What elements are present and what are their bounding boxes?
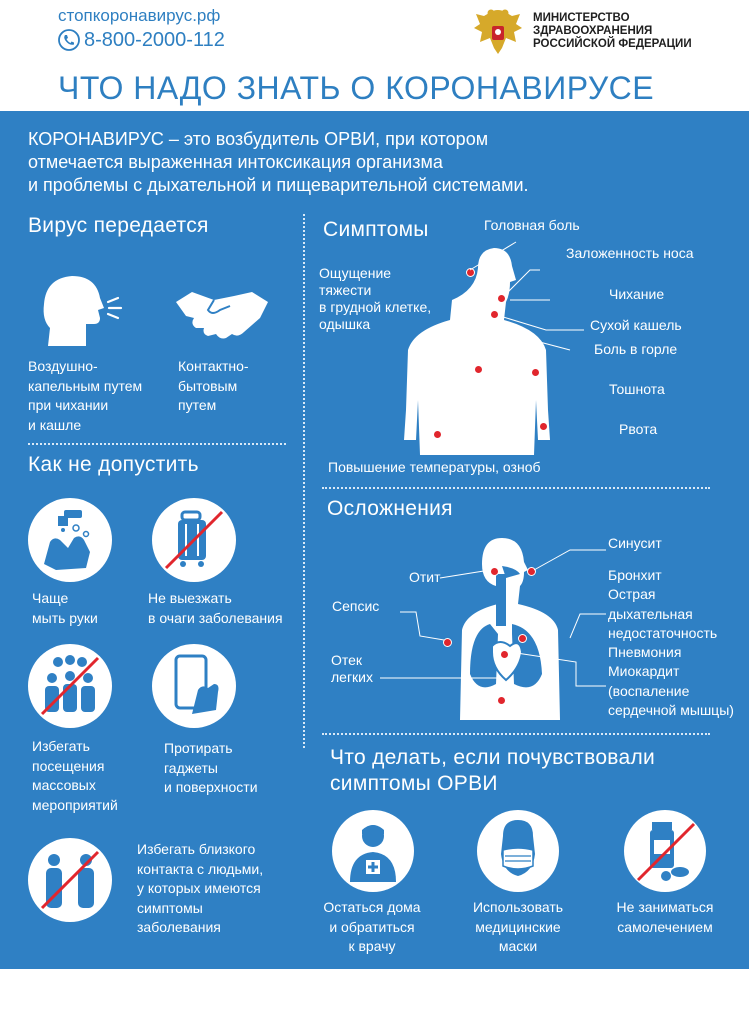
heading-line: симптомы ОРВИ [330, 772, 498, 795]
prevention-heading: Как не допустить [28, 453, 199, 476]
no-travel-text [148, 589, 283, 628]
mask-circle [477, 810, 559, 892]
text-line: (воспаление [608, 682, 690, 699]
text-line: Не выезжать [148, 590, 232, 606]
wipe-gadgets-text [164, 739, 258, 798]
avoid-contact-text [137, 840, 263, 938]
text-line: Воздушно- [28, 358, 98, 374]
doctor-text [320, 898, 424, 957]
symptom-fever: Повышение температуры, озноб [328, 459, 541, 475]
wash-hands-circle [28, 498, 112, 582]
ministry-line: МИНИСТЕРСТВО [533, 12, 630, 24]
text-line: дыхательная [608, 605, 693, 622]
text-line: массовых [32, 777, 96, 793]
text-line: маски [498, 938, 538, 954]
text-line: в очаги заболевания [148, 609, 283, 626]
crossed-pills-icon [624, 810, 706, 892]
faucet-hands-icon [28, 498, 112, 582]
no-travel-circle [152, 498, 236, 582]
text-line: симптомы [137, 899, 203, 916]
complication-pneumonia: Пневмония [608, 644, 682, 660]
hotline-phone[interactable]: 8-800-2000-112 [84, 29, 225, 51]
text-line: Избегать [32, 738, 90, 754]
text-line: недостаточность [608, 625, 718, 641]
contact-transmission-text [178, 357, 249, 416]
symptom-throat: Боль в горле [594, 341, 678, 357]
crossed-luggage-icon [152, 498, 236, 582]
coat-of-arms-icon [472, 4, 524, 62]
complication-myocarditis [608, 662, 734, 721]
face-mask-icon [477, 810, 559, 892]
ministry-name [533, 12, 692, 51]
text-line: Не заниматься [616, 899, 714, 915]
text-line: посещения [32, 757, 105, 774]
intro-line: КОРОНАВИРУС – это возбудитель ОРВИ, при котором [28, 129, 489, 149]
complication-leader-lines [380, 540, 610, 700]
no-self-treatment-circle [624, 810, 706, 892]
text-line: бытовым [178, 377, 238, 394]
text-line: заболевания [137, 919, 221, 935]
wipe-gadgets-circle [152, 644, 236, 728]
complications-heading: Осложнения [327, 497, 453, 520]
phone-wipe-icon [152, 644, 236, 728]
complication-otitis: Отит [409, 569, 441, 585]
text-line: Отек [331, 652, 363, 668]
symptom-chest [319, 265, 431, 333]
symptoms-heading: Симптомы [323, 218, 429, 241]
no-self-treatment-text [608, 898, 722, 937]
text-line: мероприятий [32, 796, 118, 813]
avoid-contact-circle [28, 838, 112, 922]
symptom-sneeze: Чихание [609, 286, 665, 302]
text-line: Использовать [472, 899, 564, 915]
complication-sepsis: Сепсис [332, 598, 380, 614]
column-divider [303, 214, 305, 748]
no-crowds-circle [28, 644, 112, 728]
intro-line: и проблемы с дыхательной и пищеварительной системами. [28, 175, 529, 195]
complication-respiratory [608, 585, 717, 644]
section-divider [28, 443, 286, 445]
doctor-circle [332, 810, 414, 892]
text-line: у которых имеются [137, 880, 261, 896]
ministry-line: РОССИЙСКОЙ ФЕДЕРАЦИИ [533, 38, 692, 50]
intro-text [28, 128, 728, 197]
text-line: Контактно- [178, 358, 249, 374]
complication-sinusitis: Синусит [608, 535, 662, 551]
actions-heading [330, 745, 655, 797]
airborne-text [28, 357, 142, 435]
sneezing-head-icon [38, 268, 128, 348]
text-line: в грудной клетке, [319, 299, 432, 315]
complication-edema [331, 652, 373, 686]
mask-text [460, 898, 576, 957]
ministry-line: ЗДРАВООХРАНЕНИЯ [533, 25, 653, 37]
symptom-vomit: Рвота [619, 421, 658, 437]
doctor-icon [332, 810, 414, 892]
text-line: контакта с людьми, [137, 860, 264, 877]
text-line: Протирать [164, 740, 233, 756]
transmission-heading: Вирус передается [28, 214, 209, 237]
hotline-site[interactable]: стопкоронавирус.рф [58, 6, 221, 25]
text-line: легких [331, 669, 374, 685]
wash-hands-text [32, 589, 98, 628]
symptom-cough: Сухой кашель [590, 317, 682, 333]
text-line: одышка [319, 316, 371, 332]
text-line: тяжести [319, 282, 372, 298]
complication-bronchitis: Бронхит [608, 567, 662, 583]
intro-line: отмечается выраженная интоксикация организма [28, 152, 443, 172]
text-line: и обратиться [329, 918, 415, 935]
symptom-marker [474, 365, 483, 374]
text-line: мыть руки [32, 609, 98, 626]
text-line: Остаться дома [323, 899, 421, 915]
text-line: путем [178, 397, 217, 413]
page-title: ЧТО НАДО ЗНАТЬ О КОРОНАВИРУСЕ [58, 70, 655, 106]
text-line: гаджеты [164, 759, 218, 776]
text-line: сердечной мышцы) [608, 702, 734, 718]
symptom-marker [539, 422, 548, 431]
text-line: к врачу [348, 938, 396, 954]
no-crowds-text [32, 737, 118, 815]
section-divider [322, 487, 710, 489]
text-line: и кашле [28, 416, 82, 433]
symptom-nose: Заложенность носа [566, 245, 694, 261]
text-line: медицинские [475, 918, 561, 935]
crossed-people-icon [28, 838, 112, 922]
text-line: Чаще [32, 590, 69, 606]
heading-line: Что делать, если почувствовали [330, 746, 656, 769]
text-line: при чихании [28, 397, 109, 413]
symptom-headache: Головная боль [484, 217, 580, 233]
text-line: Миокардит [608, 663, 680, 679]
text-line: капельным путем [28, 377, 143, 394]
crossed-crowd-icon [28, 644, 112, 728]
symptom-nausea: Тошнота [609, 381, 665, 397]
text-line: Избегать близкого [137, 841, 256, 857]
text-line: и поверхности [164, 779, 258, 795]
handshake-icon [174, 288, 270, 342]
section-divider [322, 733, 710, 735]
text-line: Острая [608, 586, 656, 602]
text-line: Ощущение [319, 265, 392, 281]
symptom-marker [531, 368, 540, 377]
text-line: самолечением [617, 918, 713, 935]
phone-icon [58, 29, 80, 51]
symptom-marker [433, 430, 442, 439]
